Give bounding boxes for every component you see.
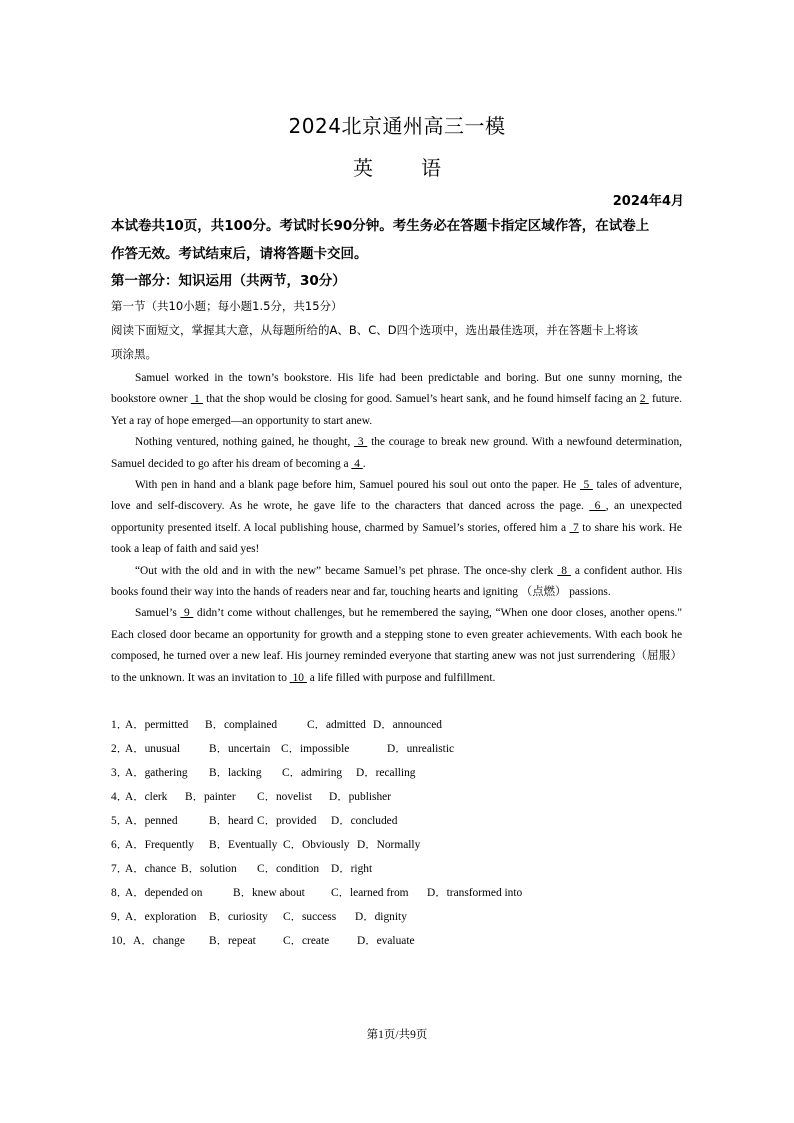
option-d: D．announced	[373, 719, 442, 731]
blank-4: 4	[351, 457, 363, 470]
option-c: C．learned from	[331, 887, 409, 899]
option-b: B．painter	[185, 791, 236, 803]
answer-options	[111, 714, 691, 954]
option-c: C．novelist	[257, 791, 313, 803]
option-a: A．depended on	[125, 887, 203, 899]
option-d: D．transformed into	[427, 887, 523, 899]
instruction-line-2: 作答无效。考试结束后，请将答题卡交回。	[111, 246, 368, 262]
section-one-heading: 第一节（共10小题；每小题1.5分，共15分）	[111, 299, 343, 313]
blank-10: 10	[289, 671, 307, 684]
option-c: C．create	[283, 935, 330, 947]
subject-char-1: 英	[353, 156, 373, 180]
option-b: B．solution	[181, 863, 237, 875]
blank-2: 2	[639, 393, 649, 406]
option-d: D．Normally	[357, 839, 421, 851]
blank-8: 8	[557, 564, 571, 577]
question-row	[111, 930, 691, 954]
question-number: 10．	[111, 935, 134, 947]
subject-char-2: 语	[421, 156, 441, 180]
option-a: A．permitted	[125, 719, 189, 731]
question-number: 5．	[111, 815, 129, 827]
question-row	[111, 738, 691, 762]
option-a: A．penned	[125, 815, 178, 827]
question-row	[111, 906, 691, 930]
question-row	[111, 762, 691, 786]
passage-text: to share his work. He took a leap of faith and said yes!	[111, 521, 682, 556]
option-d: D．concluded	[331, 815, 398, 827]
question-number: 3．	[111, 767, 129, 779]
option-a: A．Frequently	[125, 839, 194, 851]
question-row	[111, 858, 691, 882]
passage-text: Samuel worked in the town’s bookstore. His life had been predictable and boring. But one sunny morning, the bookstore owner	[111, 372, 682, 406]
option-d: D．publisher	[329, 791, 392, 803]
option-b: B．repeat	[209, 935, 256, 947]
instruction-line-1: 本试卷共10页，共100分。考试时长90分钟。考生务必在答题卡指定区域作答，在试卷上	[111, 218, 650, 234]
option-d: D．dignity	[355, 911, 407, 923]
option-b: B．Eventually	[209, 839, 278, 851]
option-a: A．chance	[125, 863, 177, 875]
passage-text: Nothing ventured, nothing gained, he thought,	[135, 436, 355, 449]
part-one-heading: 第一部分：知识运用（共两节，30分）	[111, 273, 346, 289]
option-b: B．complained	[205, 719, 278, 731]
passage-paragraph-5	[111, 603, 682, 689]
option-a: A．exploration	[125, 911, 197, 923]
option-a: A．gathering	[125, 767, 188, 779]
question-number: 2．	[111, 743, 129, 755]
blank-7: 7	[569, 521, 579, 534]
question-number: 8．	[111, 887, 129, 899]
question-number: 1．	[111, 719, 129, 731]
question-number: 9．	[111, 911, 129, 923]
exam-title: 2024北京通州高三一模	[288, 114, 506, 138]
blank-3: 3	[354, 436, 368, 449]
passage-text: a life filled with purpose and fulfillment.	[306, 671, 496, 684]
option-c: C．admitted	[307, 719, 366, 731]
question-number: 4．	[111, 791, 129, 803]
option-b: B．uncertain	[209, 743, 271, 755]
blank-6: 6	[589, 500, 606, 513]
option-c: C．provided	[257, 815, 317, 827]
option-b: B．knew about	[233, 887, 305, 899]
question-number: 7．	[111, 863, 129, 875]
option-c: C．Obviously	[283, 839, 350, 851]
option-a: A．clerk	[125, 791, 168, 803]
exam-date: 2024年4月	[612, 194, 684, 209]
option-a: A．change	[133, 935, 185, 947]
option-d: D．unrealistic	[387, 743, 455, 755]
passage-paragraph-1	[111, 368, 682, 432]
passage-text: , an unexpected opportunity presented itself. A local publishing house, charmed by Samuel’s stories, offered him a	[111, 500, 683, 534]
direction-line-1: 阅读下面短文，掌握其大意，从每题所给的A、B、C、D四个选项中，选出最佳选项，并在答题卡上将该	[111, 323, 639, 337]
option-c: C．impossible	[281, 743, 350, 755]
cloze-passage	[111, 368, 682, 689]
passage-text: With pen in hand and a blank page before him, Samuel poured his soul out onto the paper. He	[135, 479, 580, 492]
option-c: C．success	[283, 911, 337, 923]
passage-paragraph-3	[111, 475, 682, 561]
passage-text: Samuel’s	[135, 607, 181, 620]
blank-1: 1	[190, 393, 203, 406]
subject-heading	[0, 152, 794, 181]
passage-text: a confident author. His books found their way into the hands of readers near and far, touching hearts and igniting （点燃） passions.	[111, 564, 683, 599]
blank-5: 5	[579, 479, 593, 492]
option-a: A．unusual	[125, 743, 181, 755]
question-row	[111, 882, 691, 906]
passage-text: didn’t come without challenges, but he remembered the saying, “When one door closes, another opens." Each closed door became an opportunity for growth and a stepping stone to even greater achievements. With each book he composed, he turned over a new leaf. His journey reminded everyone that starting anew was not just surrendering（屈服）to the unknown. It was an invitation to	[111, 607, 683, 684]
option-c: C．admiring	[282, 767, 343, 779]
passage-text: the courage to break new ground. With a newfound determination, Samuel decided to go after his dream of becoming a	[111, 436, 682, 470]
option-d: D．right	[331, 863, 373, 875]
question-row	[111, 810, 691, 834]
option-b: B．curiosity	[209, 911, 268, 923]
passage-paragraph-4	[111, 561, 682, 604]
option-c: C．condition	[257, 863, 320, 875]
option-d: D．evaluate	[357, 935, 415, 947]
option-b: B．heard	[209, 815, 254, 827]
passage-text: tales of adventure, love and self-discovery. As he wrote, he gave life to the characters that danced across the page.	[111, 479, 682, 513]
page-footer: 第1页/共9页	[366, 1029, 428, 1041]
passage-text: .	[362, 457, 366, 470]
passage-text: “Out with the old and in with the new” became Samuel’s pet phrase. The once-shy clerk	[135, 564, 558, 577]
passage-text: that the shop would be closing for good. Samuel’s heart sank, and he found himself facing an	[202, 393, 640, 406]
question-row	[111, 834, 691, 858]
option-b: B．lacking	[209, 767, 262, 779]
option-d: D．recalling	[356, 767, 416, 779]
question-row	[111, 714, 691, 738]
passage-text: future. Yet a ray of hope emerged—an opportunity to start anew.	[111, 393, 683, 427]
question-number: 6．	[111, 839, 129, 851]
direction-line-2: 项涂黑。	[111, 347, 157, 361]
passage-paragraph-2	[111, 432, 682, 475]
blank-9: 9	[180, 607, 194, 620]
question-row	[111, 786, 691, 810]
